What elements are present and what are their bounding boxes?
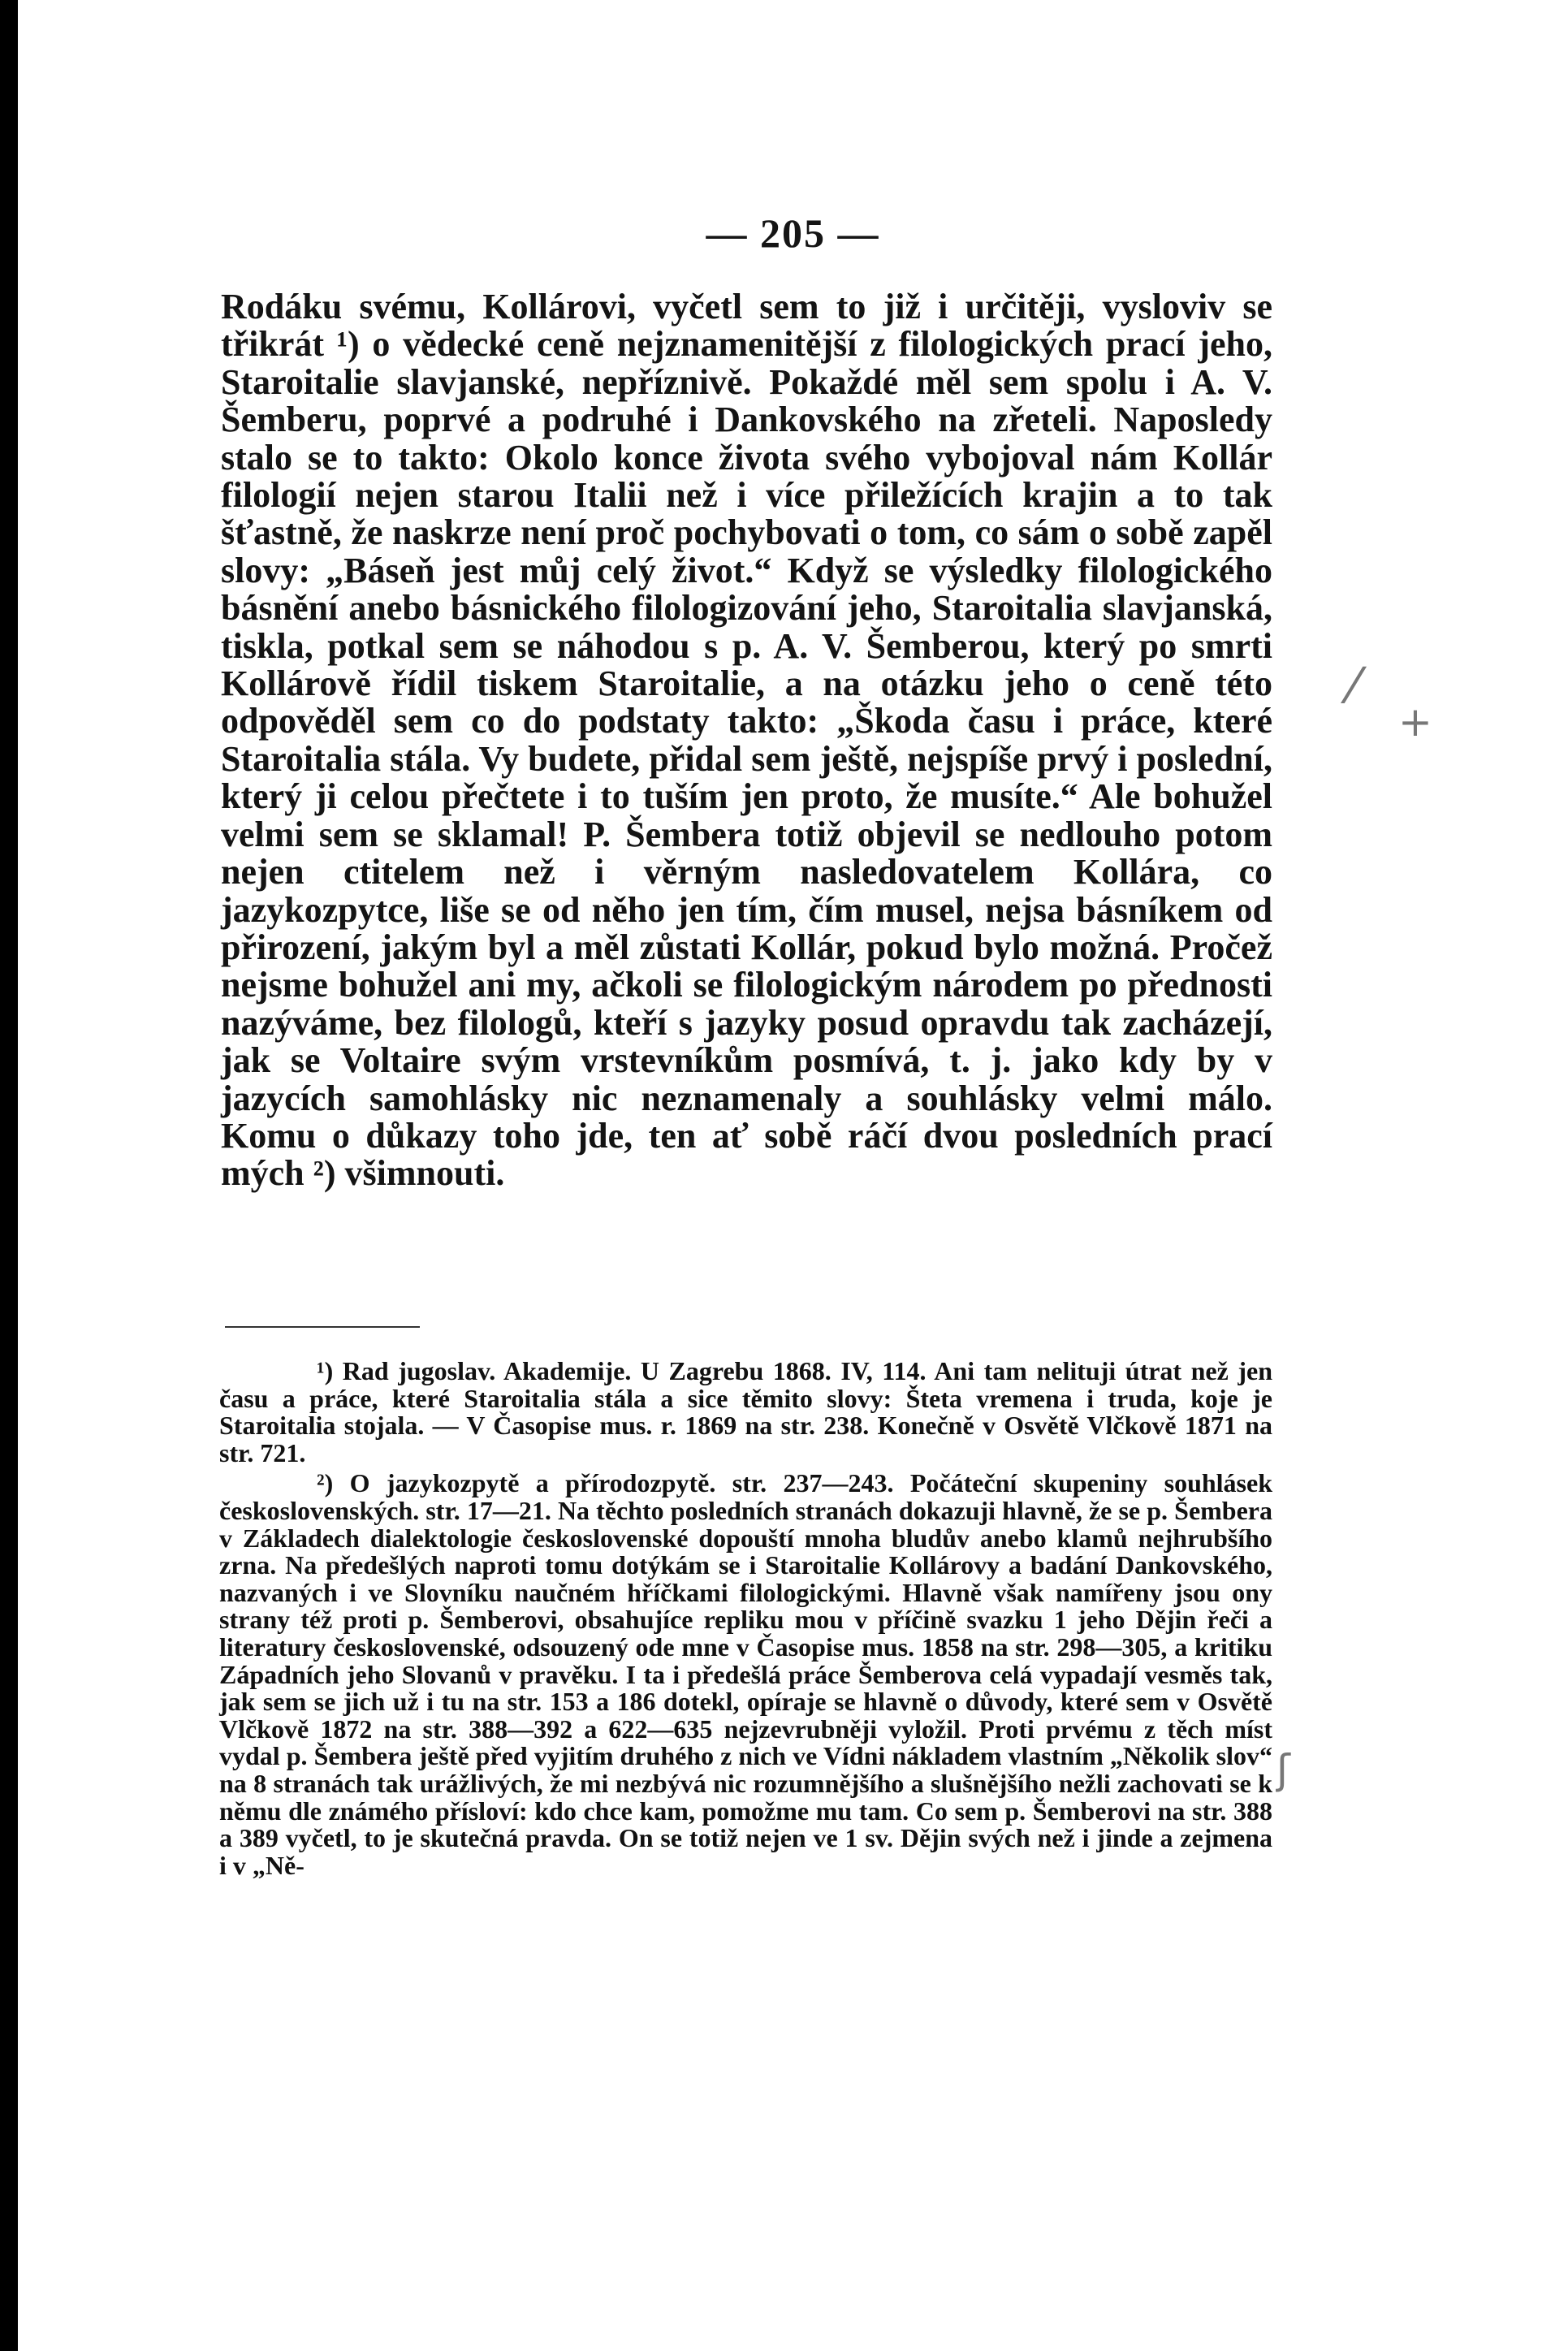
book-page	[18, 0, 1568, 2351]
pencil-mark-icon: ʃ	[1276, 1746, 1290, 1793]
footnotes	[219, 1358, 1272, 1882]
pencil-mark-icon: +	[1398, 698, 1432, 745]
main-paragraph-block	[221, 288, 1272, 1193]
page-number: — 205 —	[706, 210, 880, 256]
footnote-separator	[225, 1326, 420, 1328]
main-paragraph: Rodáku svému, Kollárovi, vyčetl sem to již i určitěji, vysloviv se třikrát ¹) o vědecké ceně nejznamenitější z filologických prací jeho, Staroitalie slavjanské, nepříznivě. Pokaždé měl sem spolu i A. V. Šemberu, poprvé a podruhé i Dankovského na zřeteli. Naposledy stalo se to takto: Okolo konce života svého vybojoval nám Kollár filologií nejen starou Italii než i více přiležících krajin a to tak šťastně, že naskrze není proč pochybovati o tom, co sám o sobě zapěl slovy: „Báseň jest můj celý život.“ Když se výsledky filologického básnění anebo básnického filologizování jeho, Staroitalia slavjanská, tiskla, potkal sem se náhodou s p. A. V. Šemberou, který po smrti Kollárově řídil tiskem Staroitalie, a na otázku jeho o ceně této odpověděl sem co do podstaty takto: „Škoda času i práce, které Staroitalia stála. Vy budete, přidal sem ještě, nejspíše prvý i poslední, který ji celou přečtete i to tuším jen proto, že musíte.“ Ale bohužel velmi sem se sklamal! P. Šembera totiž objevil se nedlouho potom nejen ctitelem než i věrným nasledovatelem Kollára, co jazykozpytce, liše se od něho jen tím, čím musel, nejsa básníkem od přirození, jakým byl a měl zůstati Kollár, pokud bylo možná. Pročež nejsme bohužel ani my, ačkoli se filologickým národem po přednosti nazýváme, bez filologů, kteří s jazyky posud opravdu tak zacházejí, jak se Voltaire svým vrstevníkům posmívá, t. j. jako kdy by v jazycích samohlásky nic neznamenaly a souhlásky velmi málo. Komu o důkazy toho jde, ten ať sobě ráčí dvou posledních prací mých ²) všimnouti.	[221, 287, 1272, 1194]
footnote-1: ¹) Rad jugoslav. Akademije. U Zagrebu 1868. IV, 114. Ani tam nelituji útrat než jen času a práce, které Staroitalia stála a sice těmito slovy: Šteta vremena i truda, koje je Staroitalia stojala. — V Časopise mus. r. 1869 na str. 238. Konečně v Osvětě Vlčkově 1871 na str. 721.	[219, 1356, 1272, 1467]
pencil-mark-icon: ⁄	[1350, 658, 1359, 715]
footnote-2: ²) O jazykozpytě a přírodozpytě. str. 237—243. Počáteční skupeniny souhlásek československých. str. 17—21. Na těchto posledních stranách dokazuji hlavně, že se p. Šembera v Základech dialektologie československé dopouští mnoha bludův anebo klamů nejhrubšího zrna. Na předešlých naproti tomu dotýkám se i Staroitalie Kollárovy a badání Dankovského, nazvaných i ve Slovníku naučném hříčkami filologickými. Hlavně však namířeny jsou ony strany též proti p. Šemberovi, obsahujíce repliku mou v příčině svazku 1 jeho Dějin řeči a literatury československé, odsouzený ode mne v Časopise mus. 1858 na str. 298—305, a kritiku Západních jeho Slovanů v pravěku. I ta i předešlá práce Šemberova celá vypadají vesměs tak, jak sem se jich už i tu na str. 153 a 186 dotekl, opíraje se hlavně o důvody, které sem v Osvětě Vlčkově 1872 na str. 388—392 a 622—635 nejzevrubněji vyložil. Proti prvému z těch míst vydal p. Šembera ještě před vyjitím druhého z nich ve Vídni nákladem vlastním „Několik slov“ na 8 stranách tak urážlivých, že mi nezbývá nic rozumnějšího a slušnějšího nežli zachovati se k němu dle známého přísloví: kdo chce kam, pomožme mu tam. Co sem p. Šemberovi na str. 388 a 389 vyčetl, to je skutečná pravda. On se totiž nejen ve 1 sv. Dějin svých než i jinde a zejmena i v „Ně-	[219, 1468, 1272, 1880]
